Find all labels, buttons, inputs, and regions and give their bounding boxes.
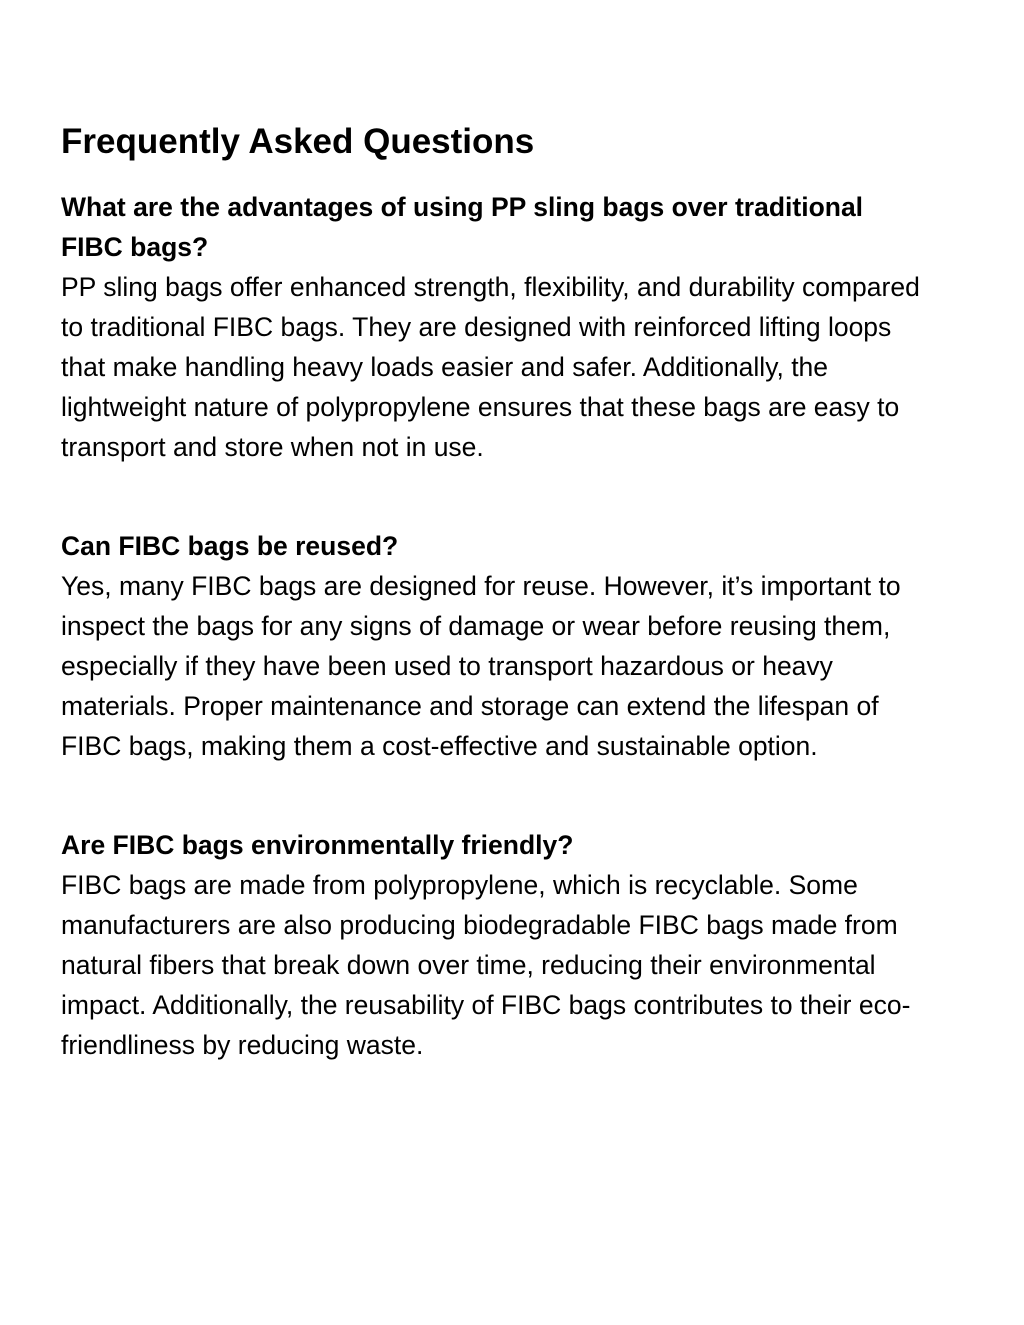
faq-item — [61, 187, 921, 467]
faq-answer: Yes, many FIBC bags are designed for reuse. However, it’s important to inspect the bags for any signs of damage or wear before reusing them, especially if they have been used to transport hazardous or heavy materials. Proper maintenance and storage can extend the lifespan of FIBC bags, making them a cost-effective and sustainable option. — [61, 571, 901, 761]
faq-question: Are FIBC bags environmentally friendly? — [61, 830, 574, 860]
page-title: Frequently Asked Questions — [61, 122, 535, 161]
faq-item — [61, 825, 921, 1065]
faq-answer: PP sling bags offer enhanced strength, flexibility, and durability compared to traditional FIBC bags. They are designed with reinforced lifting loops that make handling heavy loads easier and safer. Additionally, the lightweight nature of polypropylene ensures that these bags are easy to transport and store when not in use. — [61, 272, 920, 462]
faq-answer: FIBC bags are made from polypropylene, which is recyclable. Some manufacturers are also producing biodegradable FIBC bags made from natural fibers that break down over time, reducing their environmental impact. Additionally, the reusability of FIBC bags contributes to their eco-friendliness by reducing waste. — [61, 870, 911, 1060]
faq-item — [61, 526, 921, 766]
faq-question: What are the advantages of using PP sling bags over traditional FIBC bags? — [61, 192, 864, 262]
faq-question: Can FIBC bags be reused? — [61, 531, 399, 561]
